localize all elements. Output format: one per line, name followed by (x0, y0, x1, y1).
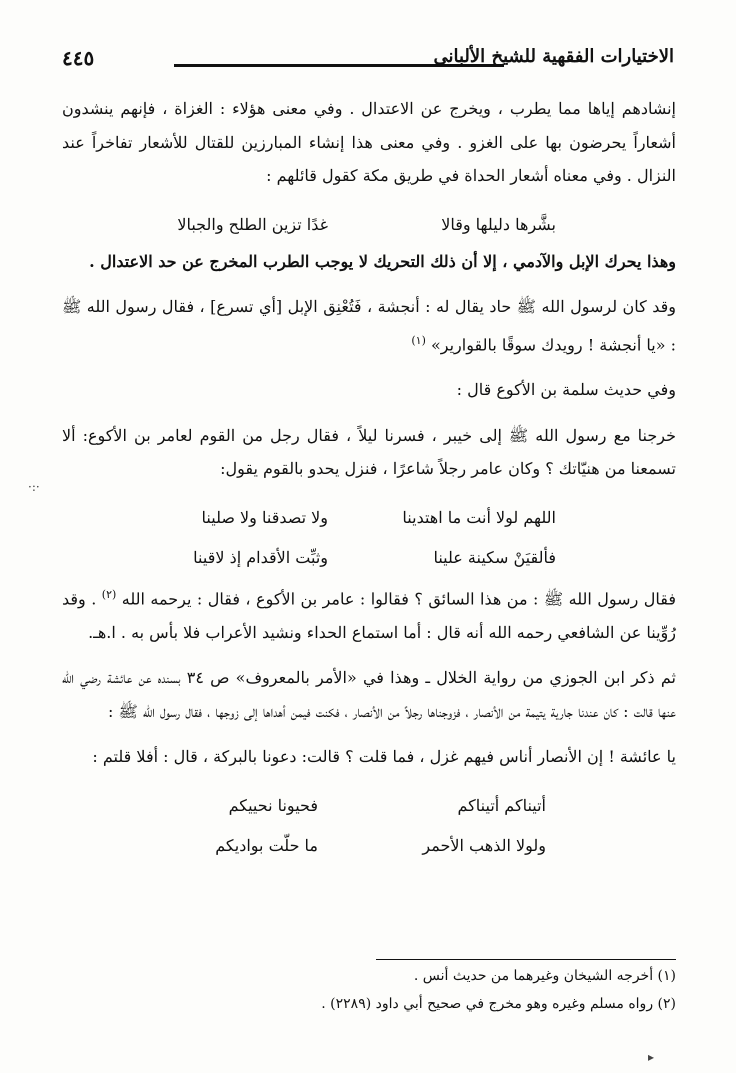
footnote-ref: (١) (411, 333, 426, 347)
scan-speck: ▸ (648, 1050, 655, 1064)
book-title: الاختيارات الفقهية للشيخ الألباني (433, 46, 674, 67)
verse-hemistich: بشَّرها دليلها وقالا (441, 214, 556, 234)
verse-line (62, 498, 676, 538)
paragraph-text: فقال رسول الله ﷺ : من هذا السائق ؟ فقالوا : عامر بن الأكوع ، فقال : يرحمه الله (121, 589, 677, 609)
footnote-ref: (٢) (101, 587, 117, 601)
verse-line (62, 205, 676, 245)
verse-hemistich: فحيونا نحييكم (228, 795, 318, 815)
verse-hemistich: ولا تصدقنا ولا صلينا (201, 508, 328, 528)
paragraph: ثم ذكر ابن الجوزي من رواية الخلال ـ وهذا في «الأمر بالمعروف» ص ٣٤ بسنده عن عائشة رضي الله عنها قالت : كان عندنا جارية يتيمة من الأنصار ، فزوجناها رجلاً من الأنصار ، فكنت فيمن أهداها إلى زوجها ، فقال رسول الله ﷺ : (62, 668, 676, 721)
paragraph: وفي حديث سلمة بن الأكوع قال : (456, 380, 676, 400)
footnote: (٢) رواه مسلم وغيره وهو مخرج في صحيح أبي داود (٢٢٨٩) . (321, 996, 676, 1012)
verse-hemistich: ولولا الذهب الأحمر (422, 835, 546, 855)
paragraph-text: وقد كان لرسول الله ﷺ حاد يقال له : أنجشة ، فَتُعْنِق الإبل [أي تسرع] ، فقال رسول الله ﷺ : «يا أنجشة ! رويدك سوقًا بالقوارير» (62, 297, 676, 354)
verse-hemistich: وثبِّت الأقدام إذ لاقينا (193, 548, 328, 568)
verse-hemistich: ما حلّت بواديكم (215, 835, 318, 855)
verse-line (62, 538, 676, 578)
verse-hemistich: أتيناكم أتيناكم (457, 795, 546, 815)
footnote: (١) أخرجه الشيخان وغيرهما من حديث أنس . (413, 968, 676, 984)
verse-hemistich: غدًا تزين الطلح والجبالا (177, 214, 328, 234)
paragraph-text: . وقد رُوِّينا عن الشافعي رحمه الله أنه قال : أما استماع الحداء ونشيد الأعراب فلا بأس به . ا.هـ. (62, 589, 676, 642)
paragraph: وهذا يحرك الإبل والآدمي ، إلا أن ذلك التحريك لا يوجب الطرب المخرج عن حد الاعتدال . (89, 251, 676, 271)
paragraph: يا عائشة ! إن الأنصار أناس فيهم غزل ، فما قلت ؟ قالت: دعونا بالبركة ، قال : أفلا قلتم : (92, 747, 676, 767)
verse-line (62, 786, 676, 826)
paragraph (62, 578, 676, 649)
paragraph: إنشادهم إياها مما يطرب ، ويخرج عن الاعتدال . وفي معنى هؤلاء : الغزاة ، فإنهم ينشدون أشعاراً يحرضون بها على الغزو . وفي معنى هذا إنشاء المبارزين للقتال للأشعار تفاخراً عند النزال . وفي معناه أشعار الحداة في طريق مكة كقول قائلهم : (62, 99, 676, 185)
page-body (62, 92, 676, 866)
paragraph: خرجنا مع رسول الله ﷺ إلى خيبر ، فسرنا ليلاً ، فقال رجل من القوم لعامر بن الأكوع: ألا تسمعنا من هنيّاتك ؟ وكان عامر رجلاً شاعرًا ، فنزل يحدو بالقوم يقول: (62, 425, 676, 479)
footnotes (62, 962, 676, 1018)
verse-hemistich: اللهم لولا أنت ما اهتدينا (402, 508, 556, 528)
verse-hemistich: فألقيَنْ سكينة علينا (433, 548, 556, 568)
page-number: ٤٤٥ (62, 46, 95, 70)
verse-line (62, 826, 676, 866)
footnote-rule (376, 959, 676, 960)
paragraph (62, 290, 676, 361)
page-header (62, 44, 674, 84)
scan-speck: ·:· (28, 480, 40, 494)
